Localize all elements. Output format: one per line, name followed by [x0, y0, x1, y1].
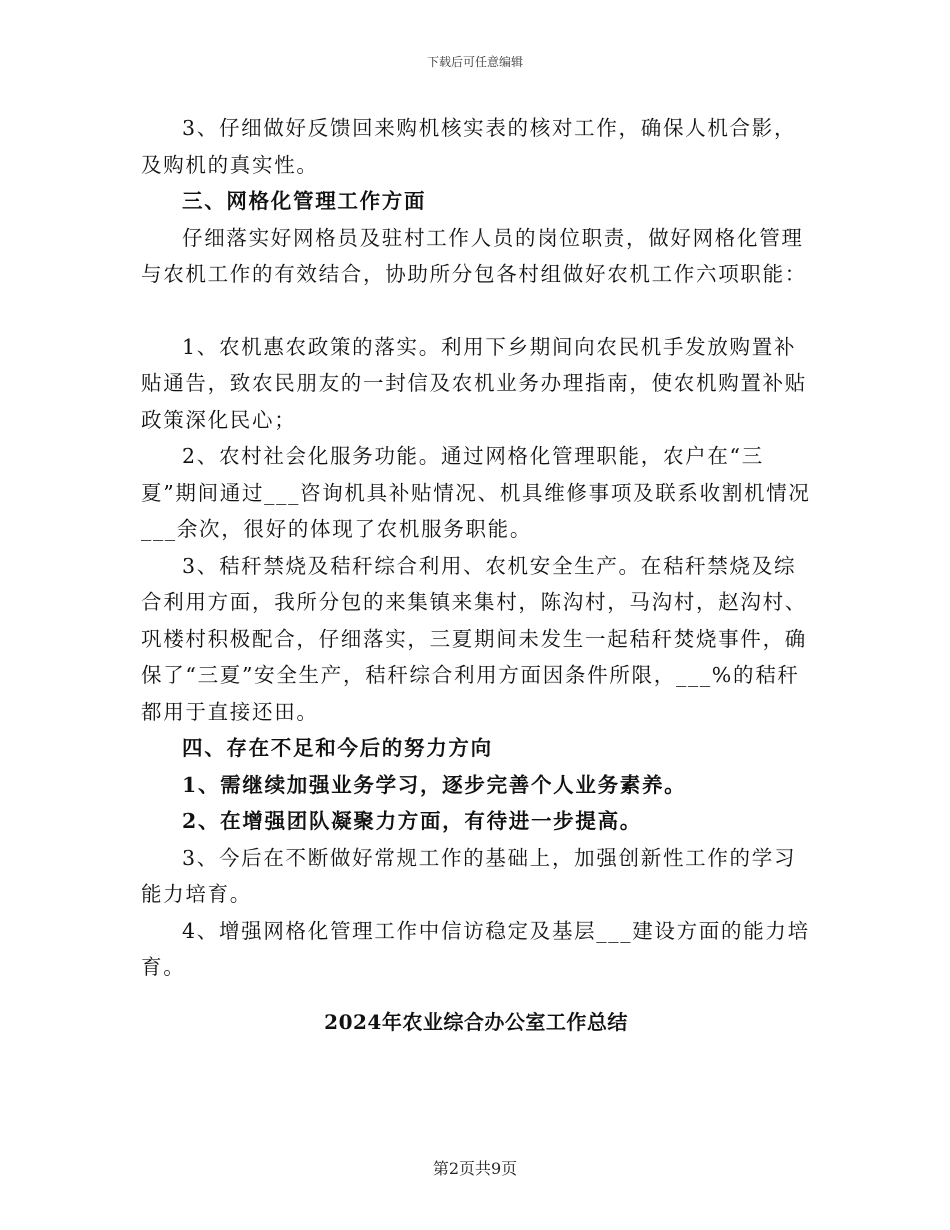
paragraph-verify-purchase: 3、仔细做好反馈回来购机核实表的核对工作，确保人机合影，及购机的真实性。	[141, 116, 797, 177]
paragraph-subsidy-policy: 1、农机惠农政策的落实。利用下乡期间向农民机手发放购置补贴通告，致农民朋友的一封信及农机业务办理指南，使农机购置补贴政策深化民心；	[141, 334, 807, 432]
page-footer: 第2页共9页	[432, 1159, 518, 1178]
paragraph-grid-duties: 仔细落实好网格员及驻村工作人员的岗位职责，做好网格化管理与农机工作的有效结合，协助所分包各村组做好农机工作六项职能：	[141, 225, 807, 286]
paragraph-social-service: 2、农村社会化服务功能。通过网格化管理职能，农户在“三夏”期间通过___咨询机具补贴情况、机具维修事项及联系收割机情况___余次，很好的体现了农机服务职能。	[141, 444, 811, 541]
bold-item-teamwork: 2、在增强团队凝聚力方面，有待进一步提高。	[182, 809, 642, 833]
section-heading-shortcomings: 四、存在不足和今后的努力方向	[182, 736, 493, 760]
document-body	[141, 110, 811, 1040]
section-heading-grid-management: 三、网格化管理工作方面	[182, 189, 427, 213]
document-title: 2024年农业综合办公室工作总结	[324, 1009, 628, 1034]
blank-line	[141, 293, 811, 329]
paragraph-straw-safety: 3、秸秆禁烧及秸秆综合利用、农机安全生产。在秸秆禁烧及综合利用方面，我所分包的来集镇来集村，陈沟村，马沟村，赵沟村、巩楼村积极配合，仔细落实，三夏期间未发生一起秸秆焚烧事件，确保了“三夏”安全生产，秸秆综合利用方面因条件所限，___%的秸秆都用于直接还田。	[141, 553, 807, 724]
paragraph-stability: 4、增强网格化管理工作中信访稳定及基层___建设方面的能力培育。	[141, 918, 810, 979]
paragraph-innovation: 3、今后在不断做好常规工作的基础上，加强创新性工作的学习能力培育。	[141, 845, 797, 906]
page-header: 下载后可任意编辑	[426, 55, 523, 69]
bold-item-study: 1、需继续加强业务学习，逐步完善个人业务素养。	[182, 772, 687, 797]
